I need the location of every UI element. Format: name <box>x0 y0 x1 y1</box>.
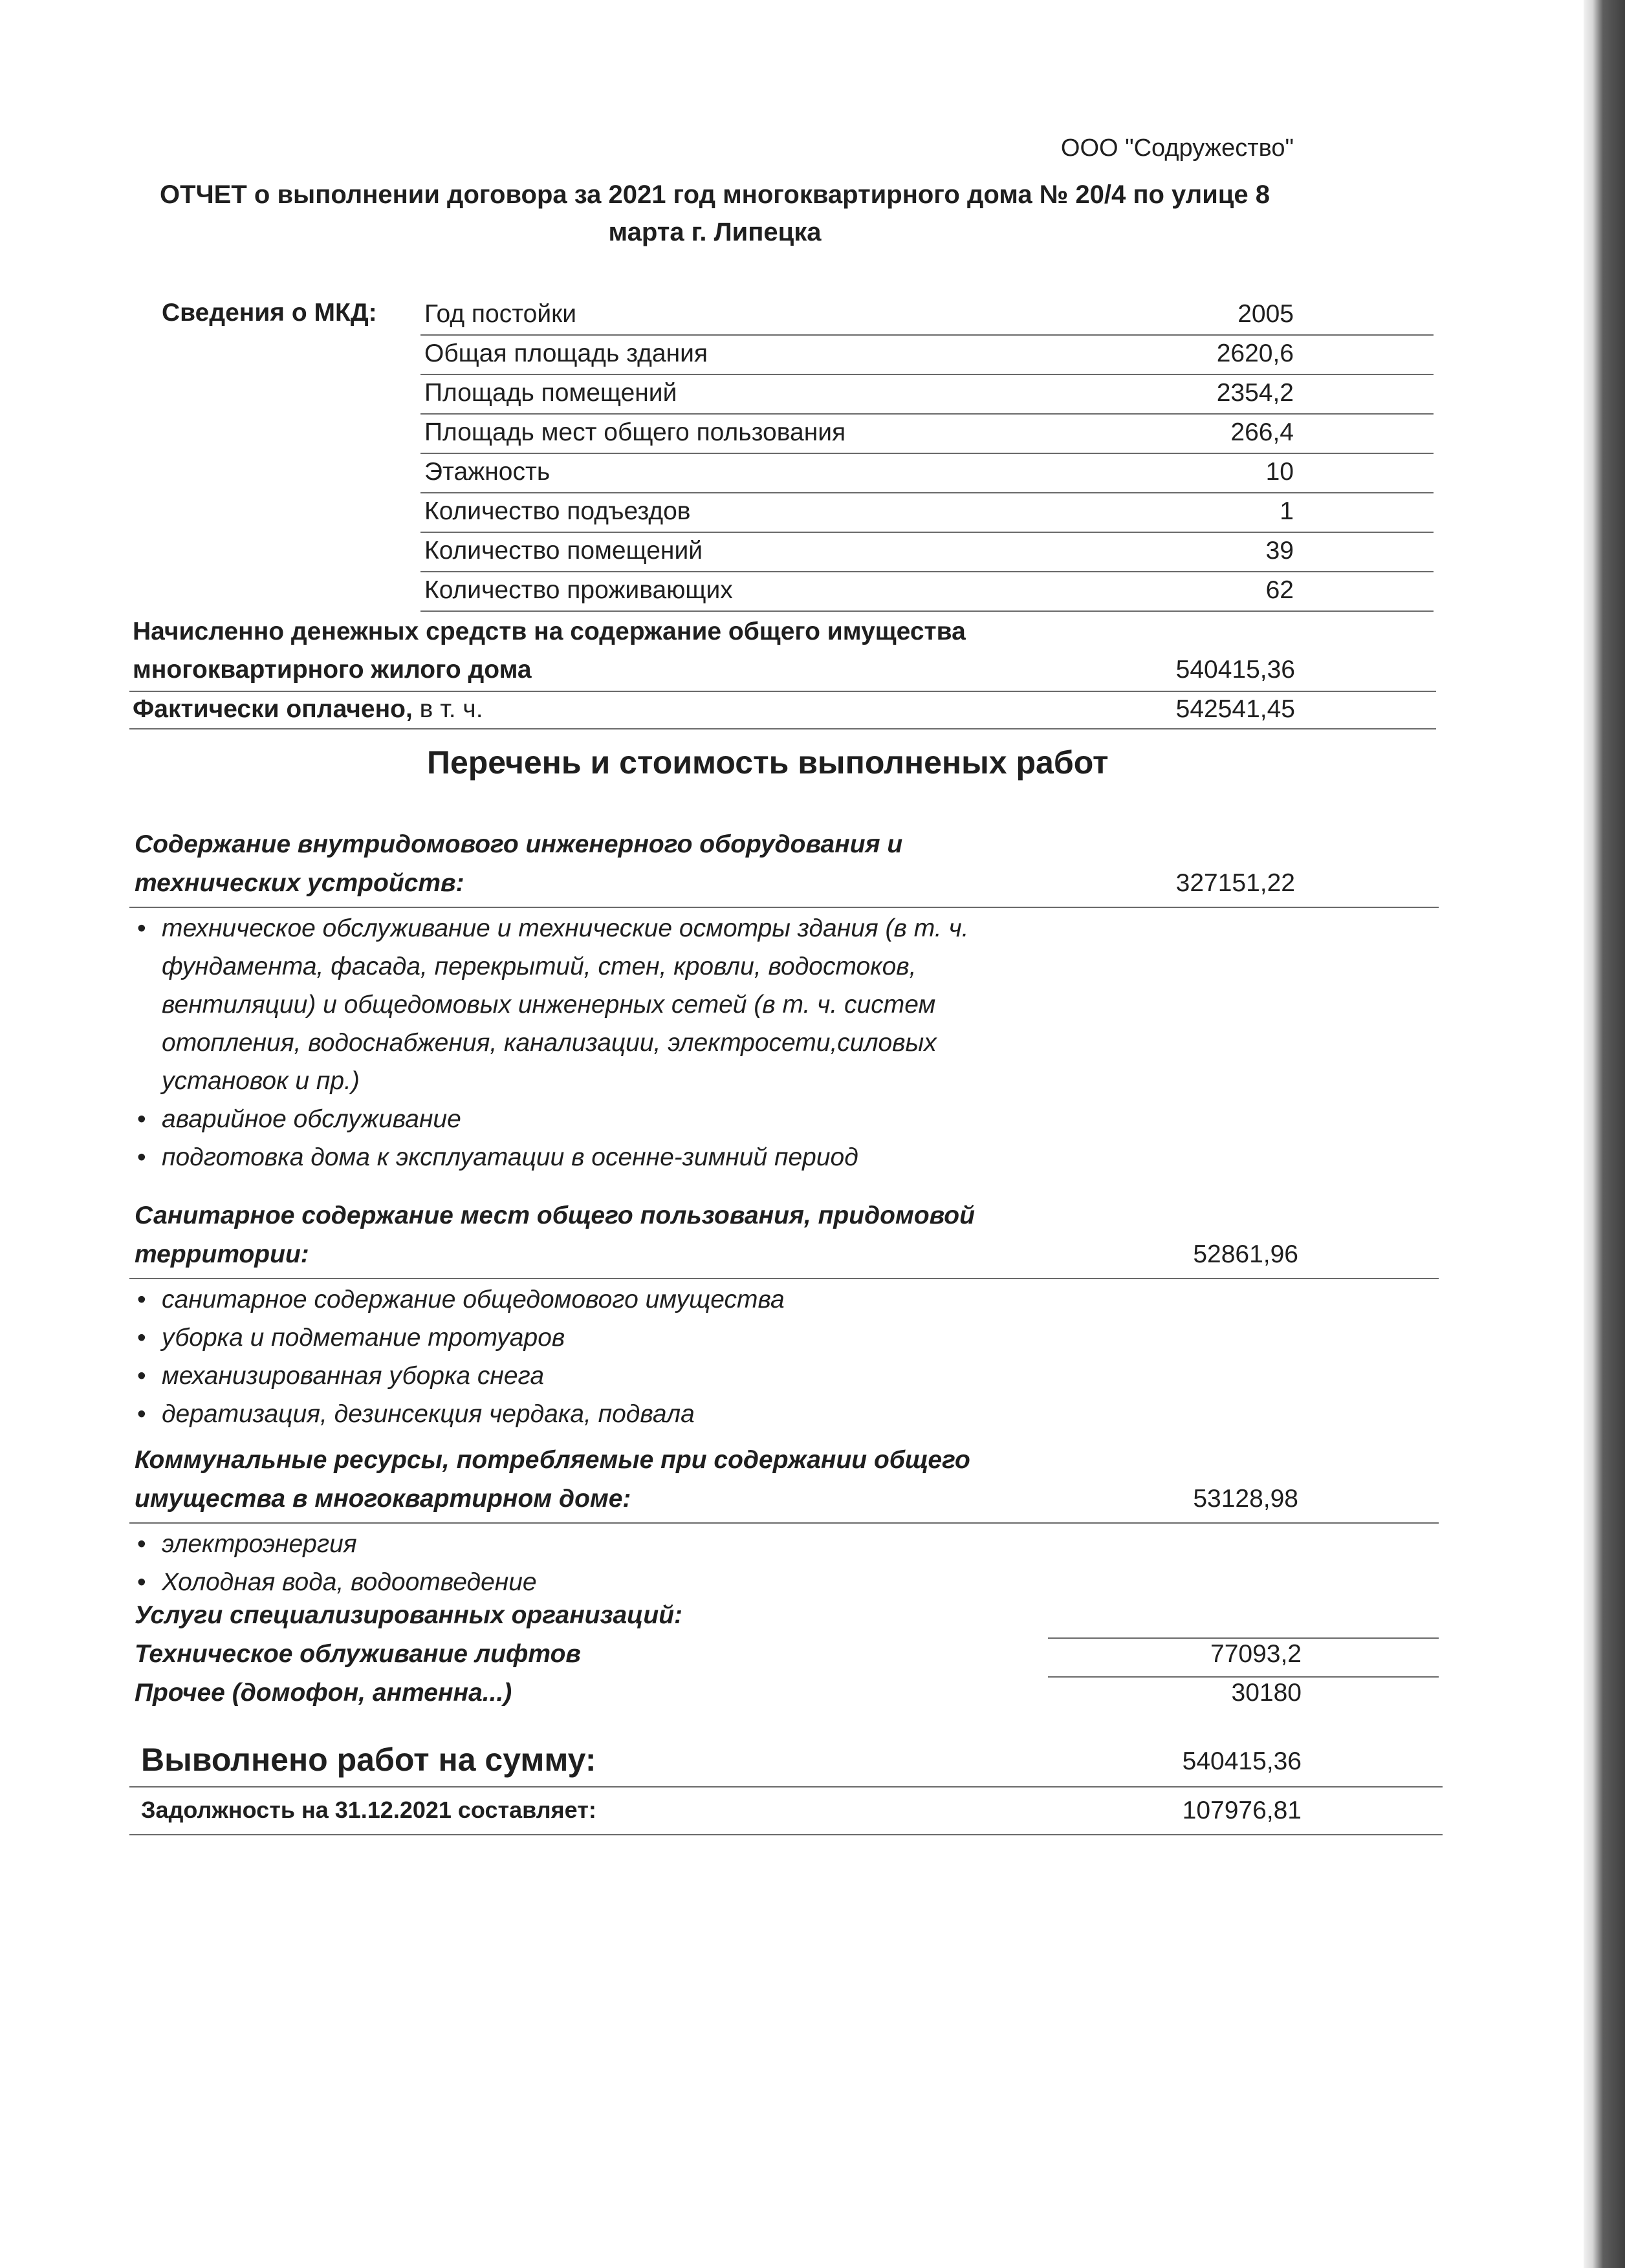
row-label: Количество помещений <box>424 537 703 565</box>
row-label: Общая площадь здания <box>424 340 708 367</box>
bullet-list <box>135 1525 1066 1601</box>
table-row <box>420 415 1434 454</box>
divider <box>129 1522 1439 1524</box>
group-title-line1: Коммунальные ресурсы, потребляемые при содержании общего <box>135 1446 970 1474</box>
mkd-table <box>420 296 1434 612</box>
accrued-value: 540415,36 <box>1175 656 1295 684</box>
debt-label: Задолжность на 31.12.2021 составляет: <box>141 1797 596 1823</box>
table-row <box>420 533 1434 572</box>
mkd-label: Сведения о МКД: <box>162 299 377 327</box>
list-item: • Холодная вода, водоотведение <box>135 1563 1066 1601</box>
group-value: 53128,98 <box>1193 1485 1298 1513</box>
company-name: ООО "Содружество" <box>1060 135 1294 162</box>
divider <box>1048 1637 1439 1639</box>
row-label: Площадь помещений <box>424 379 677 407</box>
special-row-label: Техническое облуживание лифтов <box>135 1640 581 1668</box>
list-item: • дератизация, дезинсекция чердака, подвала <box>135 1395 1066 1433</box>
list-item: • электроэнергия <box>135 1525 1066 1563</box>
group-title-line2: технических устройств: <box>135 869 464 897</box>
works-title: Перечень и стоимость выполненых работ <box>427 744 1109 781</box>
divider <box>129 907 1439 908</box>
paid-label-rest: в т. ч. <box>412 695 483 723</box>
divider <box>129 1834 1443 1835</box>
divider <box>1048 1676 1439 1678</box>
group-title-line2: территории: <box>135 1240 309 1268</box>
table-row <box>420 336 1434 375</box>
special-row-value: 77093,2 <box>1210 1640 1302 1668</box>
list-item: • аварийное обслуживание <box>135 1100 1066 1138</box>
group-value: 327151,22 <box>1175 869 1295 897</box>
paid-value: 542541,45 <box>1175 695 1295 723</box>
divider <box>129 728 1436 729</box>
divider <box>129 691 1436 692</box>
row-value: 62 <box>1265 576 1294 604</box>
scan-edge <box>1584 0 1625 2268</box>
list-item: • уборка и подметание тротуаров <box>135 1319 1066 1357</box>
divider <box>129 1786 1443 1787</box>
paid-label-bold: Фактически оплачено, <box>133 695 413 723</box>
total-label: Выволнено работ на сумму: <box>141 1742 596 1778</box>
table-row <box>420 454 1434 493</box>
row-value: 266,4 <box>1230 418 1294 446</box>
accrued-label-line2: многоквартирного жилого дома <box>133 656 532 684</box>
group-title-line1: Содержание внутридомового инженерного оборудования и <box>135 830 903 858</box>
total-value: 540415,36 <box>1182 1747 1302 1775</box>
special-row-label: Прочее (домофон, антенна...) <box>135 1679 512 1707</box>
bullet-list <box>135 909 1066 1176</box>
row-label: Количество проживающих <box>424 576 733 604</box>
row-label: Этажность <box>424 458 551 486</box>
special-title: Услуги специализированных организаций: <box>135 1601 683 1629</box>
row-label: Площадь мест общего пользования <box>424 418 846 446</box>
group-value: 52861,96 <box>1193 1240 1298 1268</box>
list-item: • санитарное содержание общедомового имущества <box>135 1280 1066 1319</box>
table-row <box>420 572 1434 612</box>
row-value: 10 <box>1265 458 1294 486</box>
row-value: 1 <box>1280 497 1294 525</box>
paid-label <box>133 695 483 724</box>
report-title: ОТЧЕТ о выполнении договора за 2021 год многоквартирного дома № 20/4 по улице 8 марта г. Липецка <box>160 180 1270 246</box>
special-row-value: 30180 <box>1231 1679 1302 1707</box>
group-title-line1: Санитарное содержание мест общего пользования, придомовой <box>135 1202 975 1229</box>
bullet-list <box>135 1280 1066 1433</box>
row-label: Количество подъездов <box>424 497 691 525</box>
list-item: • механизированная уборка снега <box>135 1357 1066 1395</box>
row-value: 2005 <box>1238 300 1294 328</box>
row-value: 2620,6 <box>1216 340 1294 367</box>
row-value: 39 <box>1265 537 1294 565</box>
list-item: • подготовка дома к эксплуатации в осенне-зимний период <box>135 1138 1066 1176</box>
group-title-line2: имущества в многоквартирном доме: <box>135 1485 631 1513</box>
table-row <box>420 493 1434 533</box>
row-label: Год постойки <box>424 300 576 328</box>
row-value: 2354,2 <box>1216 379 1294 407</box>
accrued-label-line1: Начисленно денежных средств на содержание общего имущества <box>133 618 966 645</box>
table-row <box>420 296 1434 336</box>
list-item: • техническое обслуживание и технические осмотры здания (в т. ч. фундамента, фасада, перекрытий, стен, кровли, водостоков, вентиляции) и общедомовых инженерных сетей (в т. ч. систем отопления, водоснабжения, канализации, электросети,силовых установок и пр.) <box>135 909 1066 1100</box>
divider <box>129 1278 1439 1279</box>
table-row <box>420 375 1434 415</box>
debt-value: 107976,81 <box>1182 1797 1302 1824</box>
